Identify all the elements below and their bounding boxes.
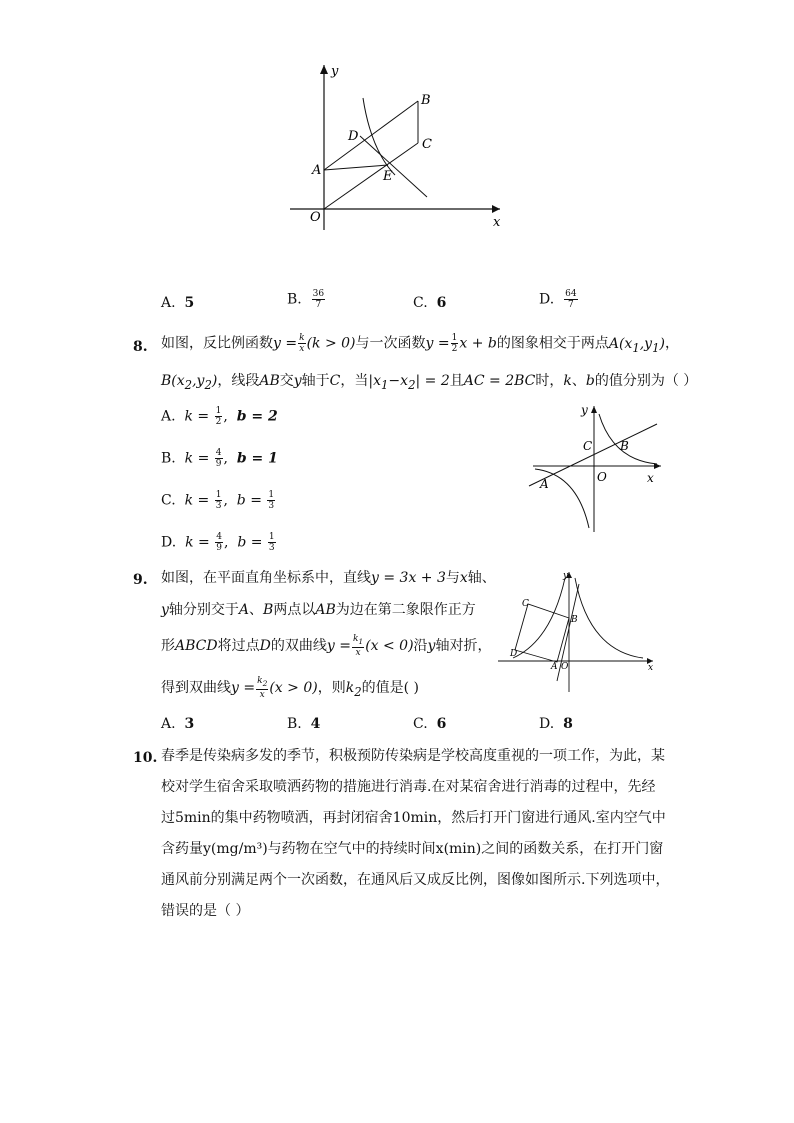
denominator: 9 [216,543,222,553]
option-letter: D. [161,534,177,551]
numerator: 36 [312,289,325,299]
fraction [215,406,223,427]
label-x: x [647,471,654,485]
option-letter: B. [287,291,302,308]
numerator: 1 [268,490,275,500]
q8-number: 8. [133,339,148,355]
y-axis-arrow [591,406,597,413]
y-axis-arrow [320,65,328,74]
k-label: k = [184,450,214,467]
text: 、 [249,602,264,618]
text: 轴于 [301,373,330,389]
fraction: $\frac{k_2}{x}$ [257,676,268,700]
math: y = [425,335,450,352]
label-x: x [648,663,654,673]
text: ，则 [317,679,346,696]
option-value: 6 [436,716,447,732]
fraction [215,490,223,511]
q9-option-c [413,714,446,734]
q9-line1: 如图，在平面直角坐标系中，直线y = 3x + 3与x轴、 [161,570,496,586]
q7-option-a [161,293,194,313]
b-label: b = [236,492,267,509]
numerator: 4 [216,532,222,542]
label-A: A [312,163,322,178]
fraction [215,532,223,553]
q7-option-b [287,289,326,310]
q10-number: 10. [133,750,158,766]
q9-option-d [539,714,573,734]
text: 如图，在平面直角坐标系中，直线 [161,570,371,586]
text: 且 [449,373,464,389]
option-letter: A. [161,295,176,311]
text: 的图象相交于两点 [496,335,609,352]
q10-line: 含药量y(mg/m³)与药物在空气中的持续时间x(min)之间的函数关系，在打开门窗 [161,841,664,857]
label-B: B [421,93,431,108]
text: 将过点 [217,637,260,654]
fraction [312,289,325,310]
x-axis-arrow [492,205,500,213]
text: 的值分别为（ ） [594,373,698,389]
numerator: 64 [565,289,577,299]
q8-option-b: B. k = $\frac{4}{9}$ , b = 1 [161,448,278,469]
q10-line: 过5min的集中药物喷洒，再封闭宿舍10min，然后打开门窗进行通风.室内空气中 [161,810,666,826]
fraction: $\frac{k_1}{x}$ [352,634,364,658]
label-E: E [383,169,393,184]
text: 的双曲线 [270,637,327,654]
label-O: O [597,470,607,484]
q9-option-a [161,714,194,734]
option-letter: B. [161,450,176,467]
label-D: D [510,649,518,659]
q8-option-d: D. k = $\frac{4}{9}$ , b = $\frac{1}{3}$ [161,532,275,553]
math: (k > 0) [306,335,356,352]
label-C: C [583,439,593,453]
q8-line1: 如图，反比例函数y = $\frac{k}{x}$ (k > 0)与一次函数y = $\frac{1}{2}$ x + b的图象相交于两点$A(x_1,y_1)$， [161,333,679,355]
numerator: 1 [268,532,275,542]
fraction: $\frac{1}{2}$ [451,333,458,354]
option-letter: C. [413,295,428,311]
option-letter: A. [161,716,176,732]
q9-line2: y轴分别交于A、B两点以AB为边在第二象限作正方 [161,602,476,618]
q7-figure [285,60,510,235]
q10-line: 通风前分别满足两个一次函数，在通风后又成反比例，图像如图所示.下列选项中， [161,872,670,888]
text: 与 [445,570,460,586]
q7-option-d [539,289,579,310]
option-letter: C. [161,492,176,509]
q8-option-a: A. k = $\frac{1}{2}$ , b = 2 [161,406,278,427]
q9-line4: 得到双曲线y = $\frac{k_2}{x}$ (x > 0)，则$k_2$的值是( ) [161,676,419,700]
b-value: b = 2 [236,408,278,425]
line-A-B [324,101,418,170]
label-O: O [310,210,321,225]
denominator: 7 [567,300,574,310]
text: ，当 [340,373,369,389]
option-value: 5 [184,295,195,311]
math: $A(x_1,y_1)$ [608,335,665,355]
label-y: y [563,571,569,581]
label-C: C [422,137,432,152]
numerator: 1 [215,490,222,500]
text: 轴对折， [435,637,492,654]
q7-option-c [413,293,446,313]
q8-line2: $B(x_2,y_2)$，线段AB交y轴于C，当$|x_1-x_2| = 2$且AC = 2BC时，k、b的值分别为（ ） [161,373,698,392]
q9-line3: 形ABCD将过点D的双曲线y = $\frac{k_1}{x}$ (x < 0)沿y轴对折， [161,634,492,658]
label-B: B [620,439,629,453]
fraction [267,490,275,511]
q8-figure [525,398,665,538]
q8-option-c: C. k = $\frac{1}{3}$ , b = $\frac{1}{3}$ [161,490,275,511]
q9-option-b [287,714,320,734]
text: 轴、 [467,570,496,586]
q9-number: 9. [133,572,148,588]
denominator: 3 [268,501,275,511]
option-letter: B. [287,716,302,732]
hyperbola-right [575,578,643,658]
option-value: 6 [436,295,447,311]
k-label: k = [184,492,214,509]
denominator: 9 [215,459,222,469]
option-value: 3 [184,716,195,732]
q10-line: 校对学生宿舍采取喷洒药物的措施进行消毒.在对某宿舍进行消毒的过程中，先经 [161,779,656,795]
text: 轴分别交于 [168,602,239,618]
text: 与一次函数 [355,335,426,352]
option-value: 4 [310,716,321,732]
label-C: C [522,599,529,609]
denominator: 3 [268,543,275,553]
option-letter: C. [413,716,428,732]
text: 时， [535,373,564,389]
q10-line: 春季是传染病多发的季节，积极预防传染病是学校高度重视的一项工作，为此，某 [161,748,665,764]
option-letter: D. [539,291,555,308]
q10-line: 错误的是（ ） [161,903,250,919]
text: 如图，反比例函数 [161,335,273,352]
label-A: A [551,662,558,672]
option-letter: D. [539,716,555,732]
label-x: x [493,215,501,230]
text: 、 [571,373,586,389]
denominator: 3 [215,501,222,511]
label-B: B [571,615,578,625]
line-A-E [324,165,388,170]
text: 形 [161,637,175,654]
label-y: y [581,403,588,417]
numerator: 1 [215,406,222,416]
text: ，线段 [217,373,260,389]
math: x + b [459,335,497,352]
q9-figure [493,566,658,696]
text: 得到双曲线 [161,679,231,696]
square-ABCD [515,604,569,662]
text: 交 [279,373,294,389]
k-label: k = [185,534,215,551]
math: y = [273,335,298,352]
label-O: O [561,662,569,672]
denominator: 2 [215,417,222,427]
k-label: k = [184,408,214,425]
b-value: b = 1 [236,450,278,467]
denominator: 7 [315,300,322,310]
label-D: D [348,129,359,144]
fraction [268,532,276,553]
text: 两点以 [273,602,316,618]
label-y: y [331,64,339,79]
option-value: 8 [563,716,573,732]
fraction: $\frac{k}{x}$ [299,333,305,354]
text: 为边在第二象限作正方 [335,602,476,618]
numerator: 4 [215,448,222,458]
option-letter: A. [161,408,176,425]
math: $B(x_2,y_2)$ [161,373,218,392]
hyperbola-left [513,578,565,658]
text: 沿 [413,637,428,654]
fraction [564,289,577,310]
text: 的值是( ) [361,679,419,696]
label-A: A [540,477,549,491]
fraction [215,448,223,469]
b-label: b = [237,534,267,551]
